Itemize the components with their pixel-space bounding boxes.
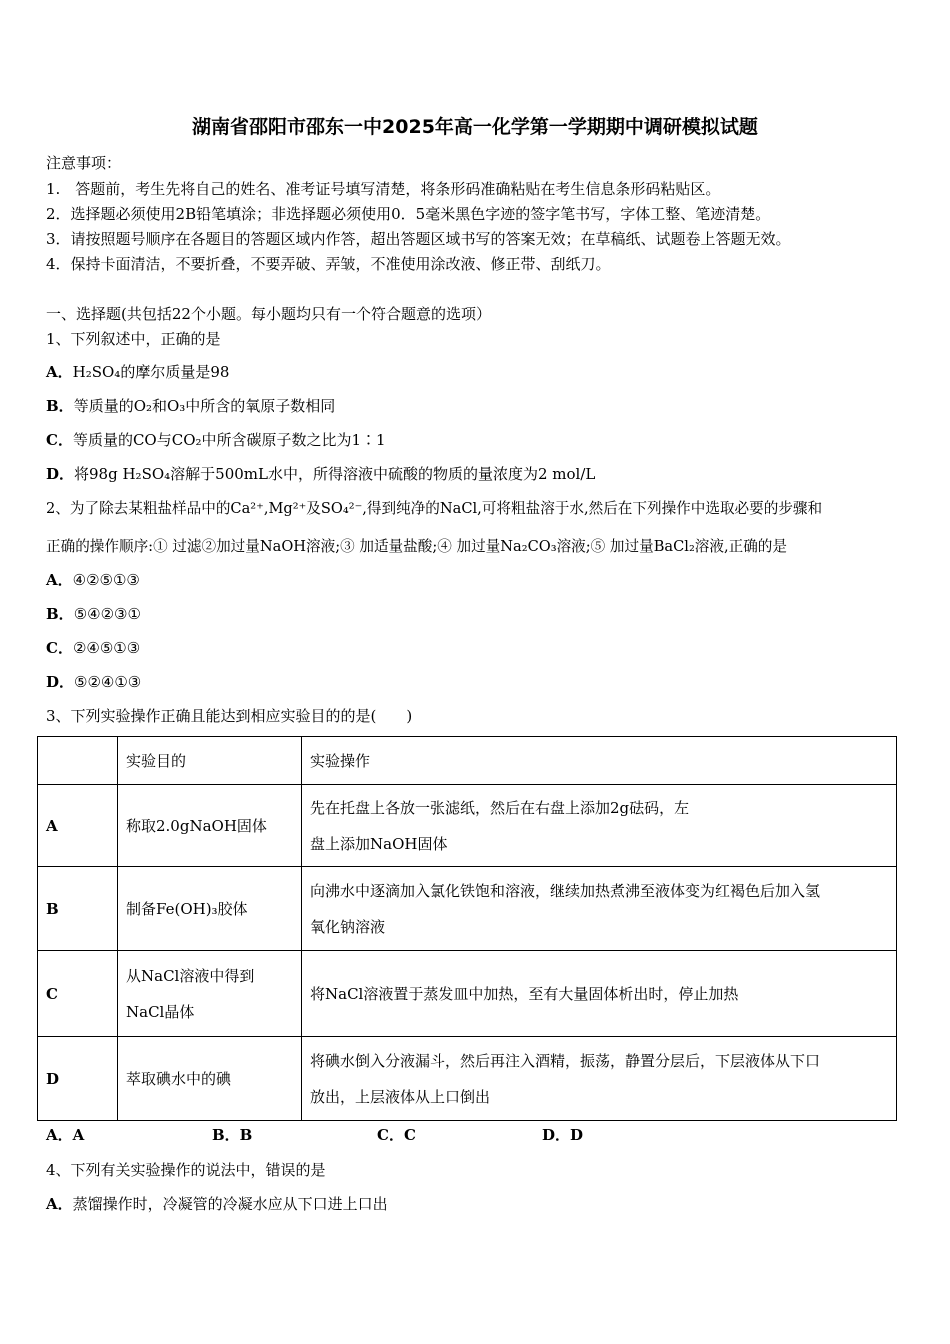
- q1-option-a: A．H₂SO₄的摩尔质量是98: [46, 363, 230, 381]
- table-header-row: 实验目的 实验操作: [38, 737, 897, 785]
- q1-option-d: D．将98g H₂SO₄溶解于500mL水中，所得溶液中硫酸的物质的量浓度为2 mol/L: [46, 465, 596, 483]
- question-3-stem: 3、下列实验操作正确且能达到相应实验目的的是( ): [46, 707, 413, 725]
- q3-option-c: C．C: [377, 1126, 416, 1144]
- q3-option-d: D．D: [542, 1126, 584, 1144]
- experiment-table: [37, 736, 897, 1121]
- question-4-stem: 4、下列有关实验操作的说法中，错误的是: [46, 1161, 326, 1179]
- question-2-stem-cont: 正确的操作顺序:① 过滤②加过量NaOH溶液;③ 加适量盐酸;④ 加过量Na₂CO₃溶液;⑤ 加过量BaCl₂溶液,正确的是: [46, 538, 787, 555]
- q3-option-b: B．B: [212, 1126, 253, 1144]
- q2-option-b: B．⑤④②③①: [46, 605, 141, 623]
- table-row: C 从NaCl溶液中得到 NaCl晶体 将NaCl溶液置于蒸发皿中加热，至有大量固体析出时，停止加热: [38, 951, 897, 1037]
- table-row: D 萃取碘水中的碘 将碘水倒入分液漏斗，然后再注入酒精，振荡，静置分层后，下层液体从下口 放出，上层液体从上口倒出: [38, 1037, 897, 1121]
- table-row: A 称取2.0gNaOH固体 先在托盘上各放一张滤纸，然后在右盘上添加2g砝码，左 盘上添加NaOH固体: [38, 785, 897, 867]
- page-title: 湖南省邵阳市邵东一中2025年高一化学第一学期期中调研模拟试题: [192, 116, 758, 138]
- notice-item: 1. 答题前，考生先将自己的姓名、准考证号填写清楚，将条形码准确粘贴在考生信息条形码粘贴区。: [46, 180, 721, 198]
- q4-option-a: A．蒸馏操作时，冷凝管的冷凝水应从下口进上口出: [46, 1195, 388, 1213]
- question-2-stem: 2、为了除去某粗盐样品中的Ca²⁺,Mg²⁺及SO₄²⁻,得到纯净的NaCl,可将粗盐溶于水,然后在下列操作中选取必要的步骤和: [46, 500, 823, 517]
- question-1-stem: 1、下列叙述中，正确的是: [46, 330, 221, 348]
- table-row: B 制备Fe(OH)₃胶体 向沸水中逐滴加入氯化铁饱和溶液，继续加热煮沸至液体变为红褐色后加入氢 氧化钠溶液: [38, 867, 897, 951]
- q2-option-d: D．⑤②④①③: [46, 673, 142, 691]
- notice-item: 3．请按照题号顺序在各题目的答题区域内作答，超出答题区域书写的答案无效；在草稿纸、试题卷上答题无效。: [46, 230, 791, 248]
- notice-item: 2．选择题必须使用2B铅笔填涂；非选择题必须使用0．5毫米黑色字迹的签字笔书写，字体工整、笔迹清楚。: [46, 205, 771, 223]
- q1-option-b: B．等质量的O₂和O₃中所含的氧原子数相同: [46, 397, 336, 415]
- notice-heading: 注意事项：: [46, 154, 122, 172]
- q2-option-c: C．②④⑤①③: [46, 639, 141, 657]
- notice-item: 4．保持卡面清洁，不要折叠，不要弄破、弄皱，不准使用涂改液、修正带、刮纸刀。: [46, 255, 611, 273]
- q3-option-a: A．A: [46, 1126, 85, 1144]
- q2-option-a: A．④②⑤①③: [46, 571, 140, 589]
- section-heading: 一、选择题(共包括22个小题。每小题均只有一个符合题意的选项）: [46, 305, 491, 323]
- q1-option-c: C．等质量的CO与CO₂中所含碳原子数之比为1∶1: [46, 431, 386, 449]
